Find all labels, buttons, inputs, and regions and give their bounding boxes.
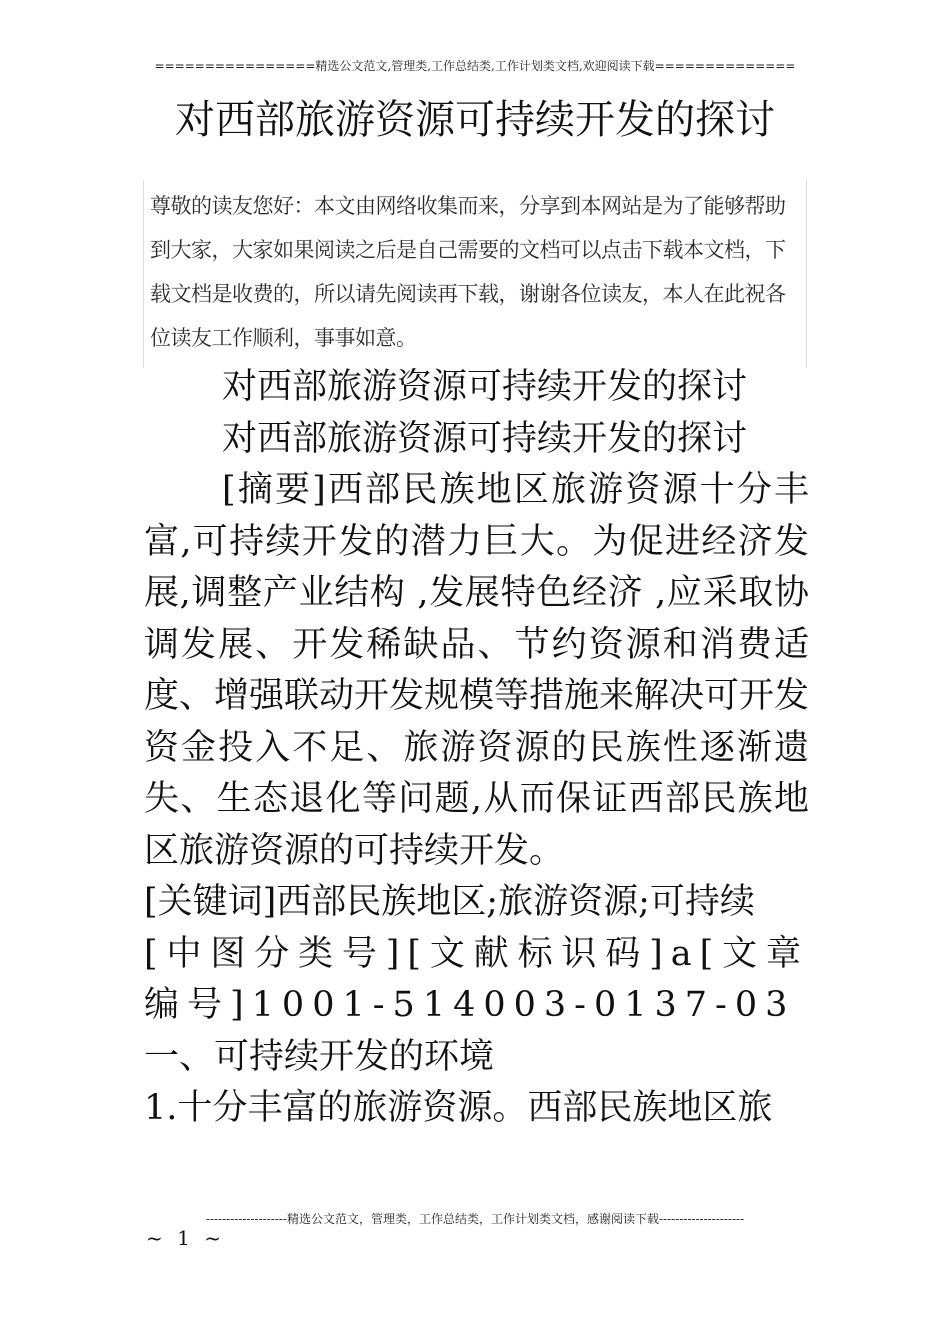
header-banner: ================精选公文范文,管理类,工作总结类,工作计划类文档,欢迎阅读下载==============: [154, 59, 796, 73]
reader-notice-box: [143, 180, 807, 368]
section-heading: 一、可持续开发的环境: [144, 1036, 495, 1077]
article-heading-2: 对西部旅游资源可持续开发的探讨: [222, 418, 748, 459]
article-heading-1: 对西部旅游资源可持续开发的探讨: [222, 367, 748, 407]
classification-line: [中图分类号][文献标识码]a[文章编号]1001-514003-0137-03: [144, 933, 809, 1025]
article-body: [144, 362, 809, 1135]
abstract-paragraph: [摘要]西部民族地区旅游资源十分丰富,可持续开发的潜力巨大。为促进经济发展,调整产业结构 ,发展特色经济 ,应采取协调发展、开发稀缺品、节约资源和消费适度、增强联动开发规模等措施来解决可开发资金投入不足、旅游资源的民族性逐渐遗失、生态退化等问题,从而保证西部民族地区旅游资源的可持续开发。: [144, 470, 810, 871]
section-paragraph: 1.十分丰富的旅游资源。西部民族地区旅: [144, 1088, 773, 1128]
reader-notice-text: 尊敬的读友您好：本文由网络收集而来，分享到本网站是为了能够帮助到大家，大家如果阅读之后是自己需要的文档可以点击下载本文档，下载文档是收费的，所以请先阅读再下载，谢谢各位读友，本人在此祝各位读友工作顺利，事事如意。: [150, 194, 786, 350]
keywords-line: [关键词]西部民族地区;旅游资源;可持续: [144, 882, 755, 922]
document-title: 对西部旅游资源可持续开发的探讨: [175, 97, 775, 143]
footer-banner: --------------------精选公文范文，管理类，工作总结类，工作计划类文档，感谢阅读下载---------------------: [205, 1212, 745, 1226]
page-number: ~ 1 ~: [146, 1226, 225, 1250]
